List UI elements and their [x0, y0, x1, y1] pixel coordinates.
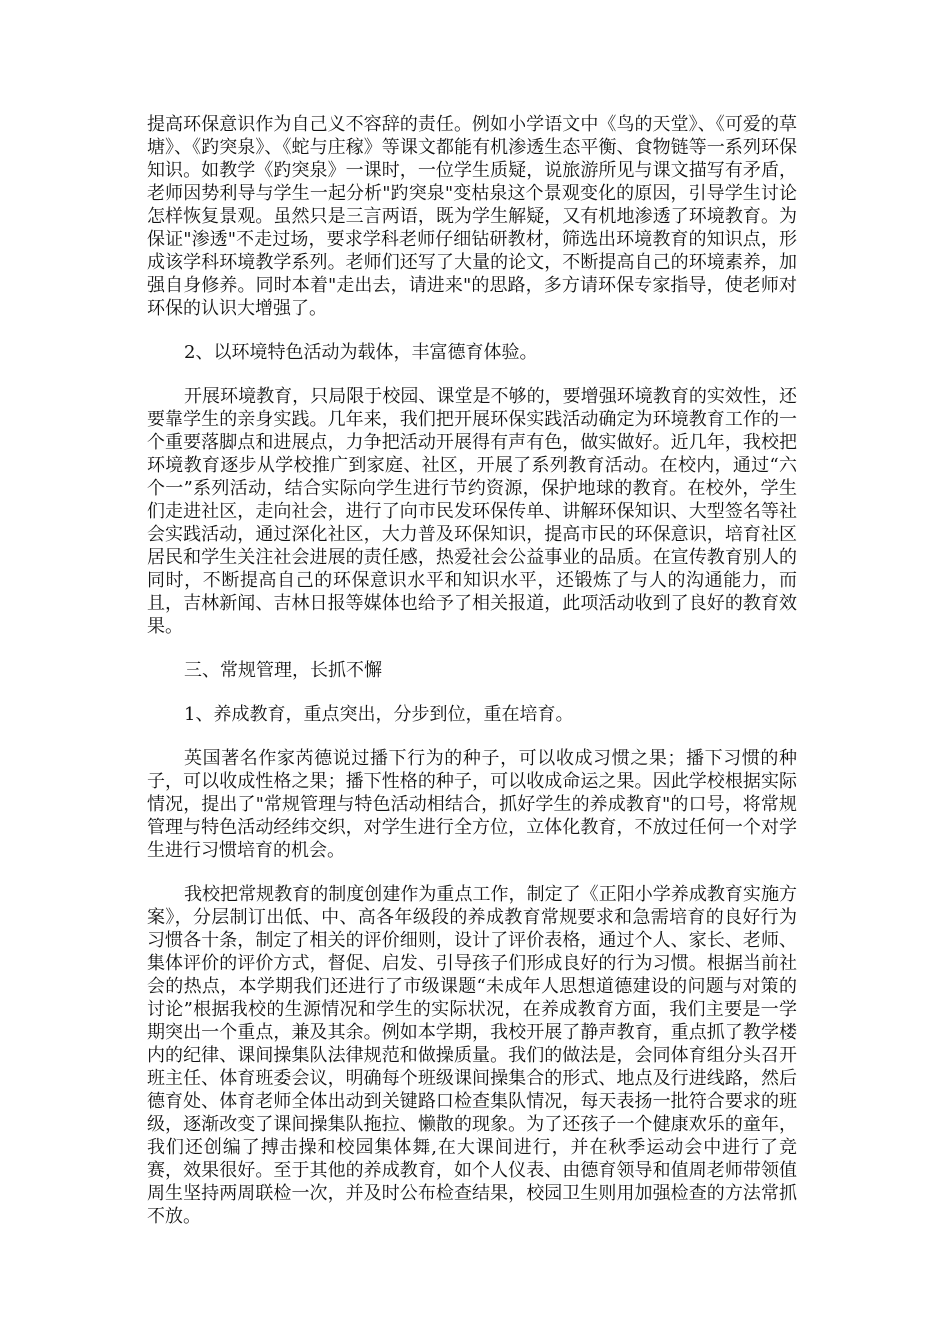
paragraph-spacer — [147, 638, 797, 659]
body-paragraph-environment-infusion: 提高环保意识作为自己义不容辞的责任。例如小学语文中《鸟的天堂》、《可爱的草塘》、《趵突泉》、《蛇与庄稼》等课文都能有机渗透生态平衡、食物链等一系列环保知识。如教学《趵突泉》一课时，一位学生质疑，说旅游所见与课文描写有矛盾，老师因势利导与学生一起分析"趵突泉"变枯泉这个景观变化的原因，引导学生讨论怎样恢复景观。虽然只是三言两语，既为学生解疑，又有机地渗透了环境教育。为保证"渗透"不走过场，要求学科老师仔细钻研教材，筛选出环境教育的知识点，形成该学科环境教学系列。老师们还写了大量的论文，不断提高自己的环境素养，加强自身修养。同时本着"走出去，请进来"的思路，多方请环保专家指导，使老师对环保的认识大增强了。 — [147, 114, 797, 319]
paragraph-spacer — [147, 364, 797, 385]
paragraph-spacer — [147, 862, 797, 883]
body-paragraph-routine-system: 我校把常规教育的制度创建作为重点工作，制定了《正阳小学养成教育实施方案》，分层制订出低、中、高各年级段的养成教育常规要求和急需培育的良好行为习惯各十条，制定了相关的评价细则，设计了评价表格，通过个人、家长、老师、集体评价的评价方式，督促、启发、引导孩子们形成良好的行为习惯。根据当前社会的热点，本学期我们还进行了市级课题“未成年人思想道德建设的问题与对策的讨论”根据我校的生源情况和学生的实际状况，在养成教育方面，我们主要是一学期突出一个重点，兼及其余。例如本学期，我校开展了静声教育，重点抓了教学楼内的纪律、课间操集队法律规范和做操质量。我们的做法是，会同体育组分头召开班主任、体育班委会议，明确每个班级课间操集合的形式、地点及行进线路，然后德育处、体育老师全体出动到关键路口检查集队情况，每天表扬一批符合要求的班级，逐渐改变了课间操集队拖拉、懒散的现象。为了还孩子一个健康欢乐的童年，我们还创编了搏击操和校园集体舞,在大课间进行，并在秋季运动会中进行了竞赛，效果很好。至于其他的养成教育，如个人仪表、由德育领导和值周老师带领值周生坚持两周联检一次，并及时公布检查结果，校园卫生则用加强检查的方法常抓不放。 — [147, 884, 797, 1227]
section-heading-routine-management: 三、常规管理，长抓不懈 — [184, 660, 382, 681]
paragraph-spacer — [147, 320, 797, 341]
subheading-habit-education: 1、养成教育，重点突出，分步到位，重在培育。 — [184, 704, 574, 725]
body-paragraph-environment-practice: 开展环境教育，只局限于校园、课堂是不够的，要增强环境教育的实效性，还要靠学生的亲身实践。几年来，我们把开展环保实践活动确定为环境教育工作的一个重要落脚点和进展点，力争把活动开展得有声有色，做实做好。近几年，我校把环境教育逐步从学校推广到家庭、社区，开展了系列教育活动。在校内，通过“六个一”系列活动，结合实际向学生进行节约资源，保护地球的教育。在校外，学生们走进社区，走向社会，进行了向市民发环保传单、讲解环保知识、大型签名等社会实践活动，通过深化社区，大力普及环保知识，提高市民的环保意识，培育社区居民和学生关注社会进展的责任感，热爱社会公益事业的品质。在宣传教育别人的同时，不断提高自己的环保意识水平和知识水平，还锻炼了与人的沟通能力，而且，吉林新闻、吉林日报等媒体也给予了相关报道，此项活动收到了良好的教育效果。 — [147, 386, 797, 637]
document-page — [147, 113, 797, 1228]
body-paragraph-habit-quote: 英国著名作家芮德说过播下行为的种子，可以收成习惯之果；播下习惯的种子，可以收成性格之果；播下性格的种子，可以收成命运之果。因此学校根据实际情况，提出了"常规管理与特色活动相结合，抓好学生的养成教育"的口号，将常规管理与特色活动经纬交织，对学生进行全方位，立体化教育，不放过任何一个对学生进行习惯培育的机会。 — [147, 748, 797, 861]
paragraph-spacer — [147, 682, 797, 703]
paragraph-spacer — [147, 726, 797, 747]
subheading-environment-activities: 2、以环境特色活动为载体，丰富德育体验。 — [184, 342, 538, 363]
